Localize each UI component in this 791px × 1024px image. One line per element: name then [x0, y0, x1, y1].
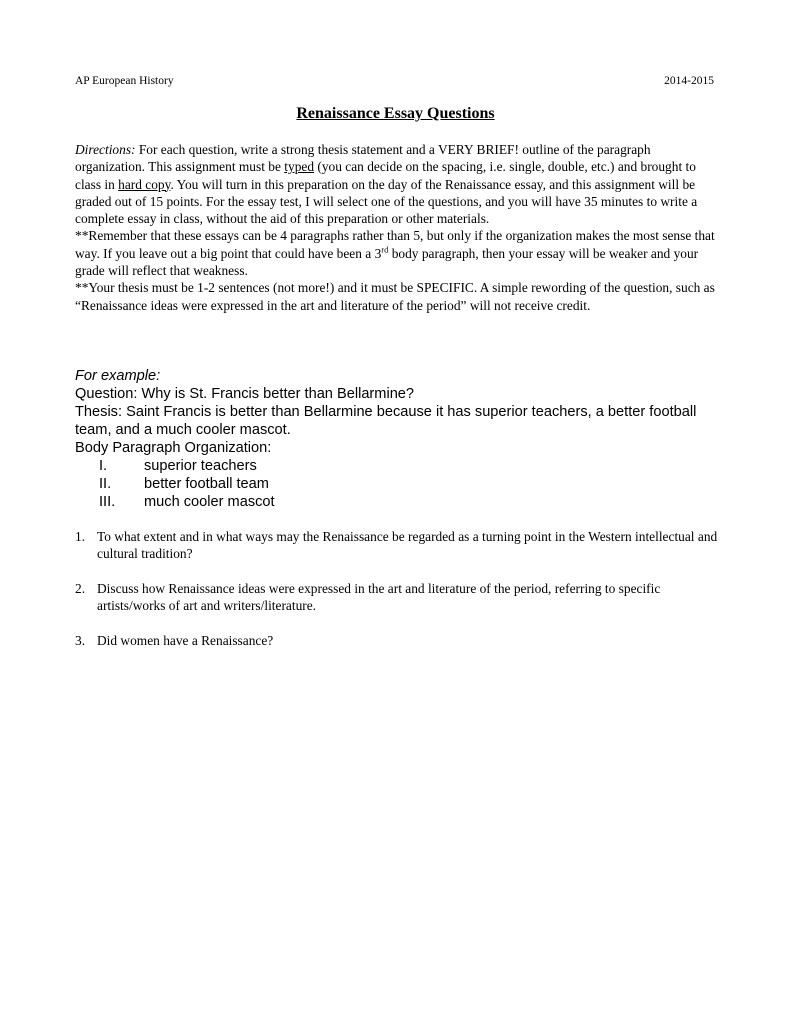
list-item	[75, 493, 723, 511]
list-numeral: II.	[99, 476, 112, 492]
remember-paragraph	[75, 227, 723, 279]
question-number: 3.	[75, 633, 86, 649]
typed-emphasis: typed	[284, 159, 315, 175]
remember-text-1: **Remember that these essays can be 4 paragraphs rather than 5, but only if the organization makes the most sense that way. If you leave out a big point that could have been a 3	[75, 228, 715, 261]
list-item	[75, 475, 723, 493]
list-text: much cooler mascot	[144, 494, 275, 510]
question-item	[75, 580, 723, 615]
organization-list	[75, 457, 723, 511]
question-number: 2.	[75, 581, 86, 597]
school-year: 2014-2015	[664, 75, 714, 87]
question-text: To what extent and in what ways may the Renaissance be regarded as a turning point in the Western intellectual and cultural tradition?	[97, 529, 718, 562]
list-item	[75, 457, 723, 475]
question-item	[75, 528, 723, 563]
course-name: AP European History	[75, 75, 174, 87]
question-number: 1.	[75, 529, 86, 544]
directions-paragraph	[75, 141, 723, 227]
body-paragraph-label: Body Paragraph Organization:	[75, 440, 272, 456]
page-title: Renaissance Essay Questions	[296, 105, 495, 122]
example-section	[75, 367, 723, 511]
example-heading: For example:	[75, 368, 161, 384]
directions-section	[75, 141, 723, 314]
list-text: superior teachers	[144, 458, 257, 474]
hard-copy-emphasis: hard copy	[118, 176, 171, 192]
directions-text-2: (you can decide on the spacing, i.e. single, double, etc.) and brought to class in	[75, 159, 696, 192]
question-item	[75, 632, 723, 649]
example-question: Question: Why is St. Francis better than Bellarmine?	[75, 386, 415, 402]
essay-questions-list	[75, 528, 723, 667]
list-numeral: III.	[99, 494, 116, 510]
directions-label: Directions:	[75, 142, 136, 157]
thesis-rule-paragraph: **Your thesis must be 1-2 sentences (not more!) and it must be SPECIFIC. A simple rewording of the question, such as “Renaissance ideas were expressed in the art and literature of the period” will not receive credit.	[75, 280, 715, 313]
list-numeral: I.	[99, 458, 108, 474]
ordinal-superscript: rd	[381, 244, 389, 255]
directions-text-1: For each question, write a strong thesis statement and a VERY BRIEF! outline of the paragraph organization. This assignment must be	[75, 142, 651, 175]
remember-text-2: body paragraph, then your essay will be weaker and your grade will reflect that weakness.	[75, 245, 699, 279]
list-text: better football team	[144, 476, 269, 492]
example-thesis: Thesis: Saint Francis is better than Bellarmine because it has superior teachers, a better football team, and a much cooler mascot.	[75, 404, 697, 438]
question-text: Discuss how Renaissance ideas were expressed in the art and literature of the period, referring to specific artists/works of art and writers/literature.	[97, 581, 661, 614]
directions-text-3: . You will turn in this preparation on the day of the Renaissance essay, and this assignment will be graded out of 15 points. For the essay test, I will select one of the questions, and you will have 35 minutes to write a complete essay in class, without the aid of this preparation or other materials.	[75, 176, 698, 227]
question-text: Did women have a Renaissance?	[97, 633, 274, 649]
